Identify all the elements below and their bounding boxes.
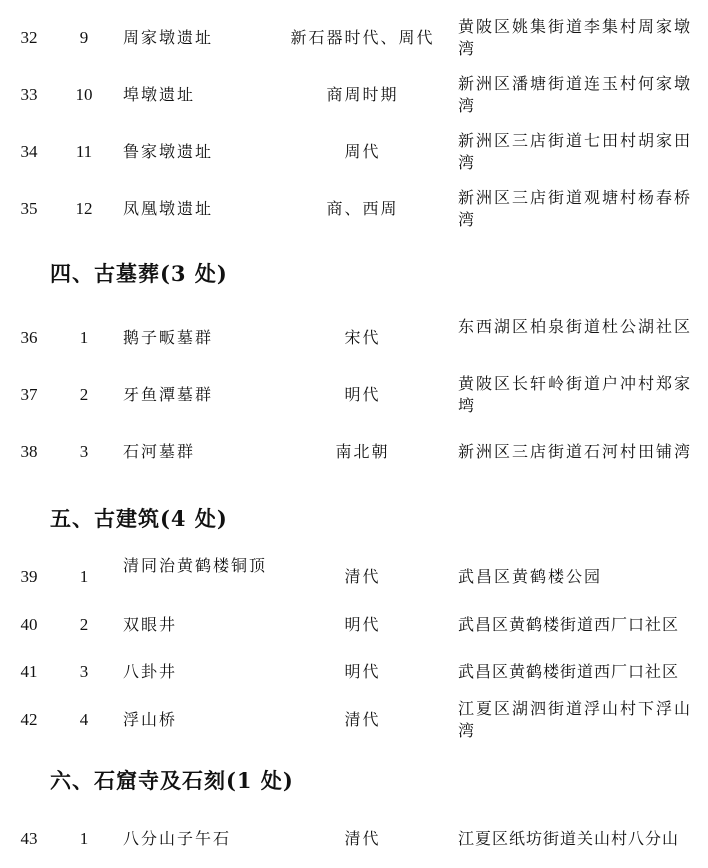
row-sub-number: 1	[79, 829, 89, 848]
site-location: 武昌区黄鹤楼街道西厂口社区	[458, 662, 680, 681]
site-name: 清同治黄鹤楼铜顶	[123, 556, 268, 575]
row-sub-number: 3	[79, 442, 89, 461]
site-era: 商周时期	[326, 85, 399, 104]
site-location: 江夏区纸坊街道关山村八分山	[458, 829, 680, 848]
site-name: 凤凰墩遗址	[123, 199, 214, 218]
site-name: 八分山子午石	[123, 829, 232, 848]
table-row	[0, 16, 708, 56]
site-era: 明代	[344, 615, 381, 634]
row-sub-number: 3	[79, 662, 89, 681]
table-row	[0, 373, 708, 413]
table-row	[0, 316, 708, 356]
site-location: 新洲区三店街道七田村胡家田湾	[458, 131, 693, 172]
row-number: 37	[20, 385, 38, 404]
site-name: 浮山桥	[123, 710, 178, 729]
section-heading: 四、古墓葬(3 处)	[50, 261, 228, 286]
site-era: 宋代	[344, 328, 381, 347]
site-name: 埠墩遗址	[123, 85, 196, 104]
row-sub-number: 2	[79, 385, 89, 404]
row-number: 36	[20, 328, 38, 347]
site-location: 新洲区三店街道观塘村杨春桥湾	[458, 188, 693, 229]
row-number: 39	[20, 567, 38, 586]
site-era: 明代	[344, 385, 381, 404]
site-location: 武昌区黄鹤楼公园	[458, 567, 603, 586]
table-row	[0, 603, 708, 643]
site-location: 新洲区潘塘街道连玉村何家墩湾	[458, 74, 693, 115]
site-era: 明代	[344, 662, 381, 681]
site-location: 东西湖区柏泉街道杜公湖社区	[458, 317, 693, 336]
site-era: 商、西周	[326, 199, 399, 218]
row-sub-number: 2	[79, 615, 89, 634]
site-name: 鹅子畈墓群	[123, 328, 214, 347]
table-row	[0, 130, 708, 170]
row-number: 34	[20, 142, 38, 161]
site-era: 新石器时代、周代	[290, 28, 435, 47]
row-sub-number: 1	[79, 567, 89, 586]
row-number: 40	[20, 615, 38, 634]
table-row	[0, 430, 708, 470]
section-heading: 五、古建筑(4 处)	[50, 506, 228, 531]
row-number: 43	[20, 829, 38, 848]
table-row	[0, 73, 708, 113]
site-era: 清代	[344, 829, 381, 848]
site-location: 新洲区三店街道石河村田铺湾	[458, 442, 693, 461]
row-number: 38	[20, 442, 38, 461]
row-number: 32	[20, 28, 38, 47]
site-name: 双眼井	[123, 615, 178, 634]
site-era: 南北朝	[335, 442, 390, 461]
table-row	[0, 650, 708, 690]
row-number: 35	[20, 199, 38, 218]
row-sub-number: 1	[79, 328, 89, 347]
site-name: 牙鱼潭墓群	[123, 385, 214, 404]
site-era: 清代	[344, 567, 381, 586]
row-number: 42	[20, 710, 38, 729]
site-name: 石河墓群	[123, 442, 196, 461]
site-era: 清代	[344, 710, 381, 729]
site-name: 八卦井	[123, 662, 178, 681]
table-row	[0, 819, 708, 859]
row-number: 33	[20, 85, 38, 104]
row-sub-number: 12	[75, 199, 93, 218]
row-sub-number: 10	[75, 85, 93, 104]
table-row	[0, 187, 708, 227]
row-sub-number: 4	[79, 710, 89, 729]
row-sub-number: 9	[79, 28, 89, 47]
site-name: 鲁家墩遗址	[123, 142, 214, 161]
table-row	[0, 555, 708, 595]
row-number: 41	[20, 662, 38, 681]
table-row	[0, 698, 708, 738]
site-location: 武昌区黄鹤楼街道西厂口社区	[458, 615, 680, 634]
site-location: 江夏区湖泗街道浮山村下浮山湾	[458, 699, 693, 740]
row-sub-number: 11	[75, 142, 93, 161]
site-name: 周家墩遗址	[123, 28, 214, 47]
site-location: 黄陂区长轩岭街道户冲村郑家塆	[458, 374, 693, 415]
site-era: 周代	[344, 142, 381, 161]
site-location: 黄陂区姚集街道李集村周家墩湾	[458, 17, 693, 58]
section-heading: 六、石窟寺及石刻(1 处)	[50, 768, 294, 793]
